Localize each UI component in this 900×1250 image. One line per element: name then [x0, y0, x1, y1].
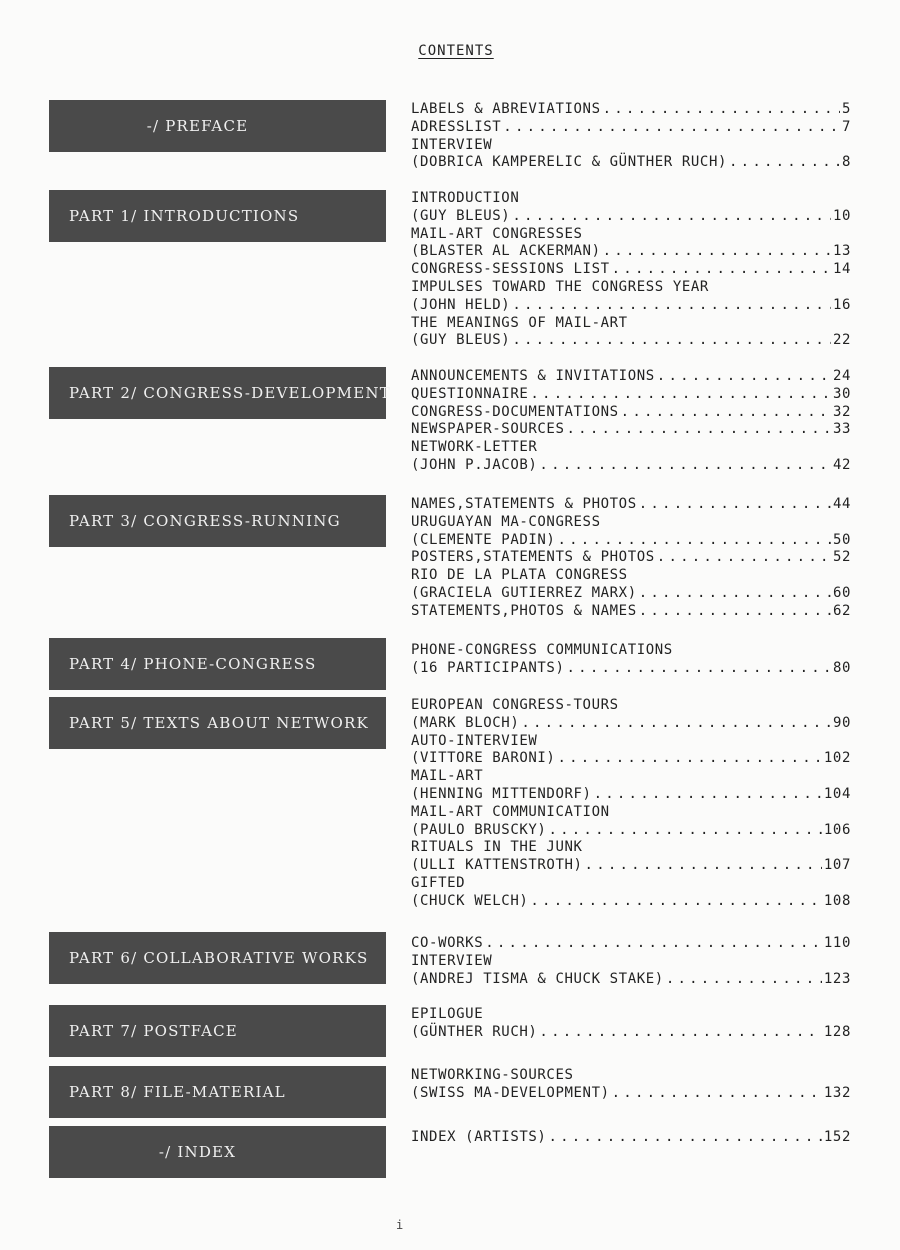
toc-entry: [411, 1129, 851, 1147]
toc-entry-title: (GUY BLEUS): [411, 332, 511, 349]
toc-entry: [411, 190, 851, 208]
dot-leader: [548, 822, 821, 840]
toc-entry: [411, 1024, 851, 1042]
toc-entry-page: 60: [832, 584, 851, 601]
toc-entry: [411, 496, 851, 514]
toc-entry-title: NETWORK-LETTER: [411, 439, 538, 456]
toc-entry-page: 33: [832, 421, 851, 438]
section-entries: [411, 190, 851, 350]
toc-entry-page: 42: [832, 456, 851, 473]
toc-entry: [411, 697, 851, 715]
toc-entry-title: RITUALS IN THE JUNK: [411, 839, 583, 856]
toc-entry: [411, 332, 851, 350]
toc-entry-page: 110: [823, 935, 851, 951]
toc-entry: [411, 532, 851, 550]
toc-entry-title: URUGUAYAN MA-CONGRESS: [411, 513, 601, 530]
toc-entry-page: 16: [832, 296, 851, 313]
section-entries: [411, 496, 851, 621]
toc-entry-title: (GÜNTHER RUCH): [411, 1023, 538, 1040]
toc-entry: [411, 243, 851, 261]
toc-entry: [411, 1067, 851, 1085]
toc-entry: [411, 567, 851, 585]
toc-entry: [411, 261, 851, 279]
toc-entry-page: 123: [823, 970, 851, 987]
toc-entry: [411, 421, 851, 439]
toc-entry: [411, 404, 851, 422]
toc-entry-title: (JOHN HELD): [411, 296, 511, 313]
dot-leader: [539, 1024, 822, 1042]
toc-entry-page: 8: [841, 154, 851, 171]
dot-leader: [530, 386, 831, 404]
page-number-mark: i: [396, 1218, 404, 1232]
toc-entry: [411, 439, 851, 457]
section-entries: [411, 101, 851, 172]
toc-entry: [411, 1085, 851, 1103]
toc-entry-title: PHONE-CONGRESS COMMUNICATIONS: [411, 642, 673, 658]
toc-entry-title: IMPULSES TOWARD THE CONGRESS YEAR: [411, 278, 709, 295]
toc-entry: [411, 893, 851, 911]
toc-entry-title: (16 PARTICIPANTS): [411, 659, 565, 676]
toc-entry-title: AUTO-INTERVIEW: [411, 732, 538, 749]
toc-entry-page: 50: [832, 531, 851, 548]
toc-entry: [411, 101, 851, 119]
toc-entry: [411, 971, 851, 989]
toc-entry-title: QUESTIONNAIRE: [411, 385, 529, 402]
toc-entry: [411, 768, 851, 786]
toc-entry-page: 5: [841, 101, 851, 117]
dot-leader: [657, 368, 831, 386]
toc-entry-page: 10: [832, 207, 851, 224]
toc-entry-title: (CLEMENTE PADIN): [411, 531, 556, 548]
toc-entry-title: INTRODUCTION: [411, 190, 520, 206]
toc-entry-page: 30: [832, 385, 851, 402]
toc-entry: [411, 368, 851, 386]
section-entries: [411, 1006, 851, 1042]
toc-entry: [411, 386, 851, 404]
toc-entry: [411, 603, 851, 621]
toc-entry: [411, 733, 851, 751]
toc-entry-title: (BLASTER AL ACKERMAN): [411, 243, 601, 260]
dot-leader: [485, 935, 822, 953]
toc-entry: [411, 137, 851, 155]
toc-entry-title: MAIL-ART: [411, 768, 484, 785]
toc-entry-title: ANNOUNCEMENTS & INVITATIONS: [411, 368, 655, 384]
toc-entry-title: (DOBRICA KAMPERELIC & GÜNTHER RUCH): [411, 154, 728, 171]
toc-entry-title: (GUY BLEUS): [411, 207, 511, 224]
toc-entry-title: INTERVIEW: [411, 136, 493, 153]
toc-entry: [411, 642, 851, 660]
toc-entry: [411, 857, 851, 875]
toc-entry: [411, 514, 851, 532]
toc-entry-title: NAMES,STATEMENTS & PHOTOS: [411, 496, 637, 512]
toc-entry-page: 102: [823, 750, 851, 767]
toc-entry-page: 132: [823, 1084, 851, 1101]
toc-entry: [411, 208, 851, 226]
page-title: CONTENTS: [418, 43, 494, 59]
section-header: PART 8/ FILE-MATERIAL: [49, 1066, 386, 1118]
section-header: PART 6/ COLLABORATIVE WORKS: [49, 932, 386, 984]
toc-entry-page: 128: [823, 1023, 851, 1040]
dot-leader: [539, 457, 831, 475]
toc-entry-title: CO-WORKS: [411, 935, 484, 951]
section-header: PART 3/ CONGRESS-RUNNING: [49, 495, 386, 547]
toc-entry: [411, 660, 851, 678]
toc-entry-title: ADRESSLIST: [411, 118, 502, 135]
toc-entry: [411, 822, 851, 840]
section-entries: [411, 935, 851, 988]
toc-entry-title: (JOHN P.JACOB): [411, 456, 538, 473]
toc-entry-title: CONGRESS-SESSIONS LIST: [411, 261, 610, 278]
section-header: -/ INDEX: [49, 1126, 386, 1178]
toc-entry-title: (ANDREJ TISMA & CHUCK STAKE): [411, 970, 664, 987]
toc-entry: [411, 154, 851, 172]
toc-entry-title: (MARK BLOCH): [411, 714, 520, 731]
toc-entry-title: (ULLI KATTENSTROTH): [411, 857, 583, 874]
dot-leader: [530, 893, 822, 911]
toc-entry: [411, 279, 851, 297]
dot-leader: [557, 750, 821, 768]
toc-entry: [411, 715, 851, 733]
toc-entry-title: LABELS & ABREVIATIONS: [411, 101, 601, 117]
toc-entry-title: STATEMENTS,PHOTOS & NAMES: [411, 602, 637, 619]
toc-entry: [411, 457, 851, 475]
toc-entry-page: 108: [823, 892, 851, 909]
toc-entry: [411, 839, 851, 857]
toc-entry-page: 90: [832, 714, 851, 731]
toc-entry-title: MAIL-ART COMMUNICATION: [411, 803, 610, 820]
toc-entry: [411, 315, 851, 333]
dot-leader: [521, 715, 831, 733]
toc-entry: [411, 549, 851, 567]
section-header: PART 7/ POSTFACE: [49, 1005, 386, 1057]
dot-leader: [612, 1085, 822, 1103]
dot-leader: [612, 261, 831, 279]
toc-entry-title: INDEX (ARTISTS): [411, 1129, 547, 1145]
dot-leader: [512, 208, 831, 226]
toc-entry-title: INTERVIEW: [411, 952, 493, 969]
toc-entry-title: MAIL-ART CONGRESSES: [411, 225, 583, 242]
section-entries: [411, 1129, 851, 1147]
toc-entry-page: 24: [832, 368, 851, 384]
toc-entry: [411, 875, 851, 893]
toc-entry-title: (HENNING MITTENDORF): [411, 785, 592, 802]
dot-leader: [729, 154, 840, 172]
toc-entry-title: (PAULO BRUSCKY): [411, 821, 547, 838]
section-header: PART 1/ INTRODUCTIONS: [49, 190, 386, 242]
toc-entry: [411, 585, 851, 603]
toc-entry-page: 13: [832, 243, 851, 260]
toc-entry-title: NEWSPAPER-SOURCES: [411, 421, 565, 438]
section-entries: [411, 697, 851, 911]
toc-entry-page: 104: [823, 785, 851, 802]
toc-entry: [411, 786, 851, 804]
toc-entry-page: 107: [823, 857, 851, 874]
toc-entry-page: 7: [841, 118, 851, 135]
toc-entry-page: 44: [832, 496, 851, 512]
dot-leader: [548, 1129, 821, 1147]
toc-entry-title: (GRACIELA GUTIERREZ MARX): [411, 584, 637, 601]
dot-leader: [639, 496, 831, 514]
dot-leader: [621, 404, 831, 422]
dot-leader: [512, 332, 831, 350]
section-header: PART 4/ PHONE-CONGRESS: [49, 638, 386, 690]
section-header: PART 5/ TEXTS ABOUT NETWORK: [49, 697, 386, 749]
toc-entry-title: EPILOGUE: [411, 1006, 484, 1022]
toc-entry-title: RIO DE LA PLATA CONGRESS: [411, 567, 628, 584]
dot-leader: [512, 297, 831, 315]
dot-leader: [567, 421, 831, 439]
toc-entry: [411, 226, 851, 244]
section-entries: [411, 642, 851, 678]
toc-entry-title: (CHUCK WELCH): [411, 892, 529, 909]
section-entries: [411, 368, 851, 475]
toc-entry-title: NETWORKING-SOURCES: [411, 1067, 574, 1083]
toc-entry-page: 152: [823, 1129, 851, 1145]
toc-entry: [411, 953, 851, 971]
toc-entry: [411, 1006, 851, 1024]
toc-entry-page: 52: [832, 549, 851, 566]
section-header: PART 2/ CONGRESS-DEVELOPMENT: [49, 367, 386, 419]
dot-leader: [657, 549, 831, 567]
toc-entry: [411, 750, 851, 768]
toc-entry-page: 80: [832, 659, 851, 676]
dot-leader: [567, 660, 831, 678]
dot-leader: [666, 971, 822, 989]
toc-entry-page: 32: [832, 403, 851, 420]
toc-entry-title: CONGRESS-DOCUMENTATIONS: [411, 403, 619, 420]
dot-leader: [503, 119, 840, 137]
toc-entry-page: 22: [832, 332, 851, 349]
dot-leader: [603, 243, 831, 261]
dot-leader: [585, 857, 822, 875]
toc-entry: [411, 297, 851, 315]
dot-leader: [557, 532, 830, 550]
toc-entry-title: EUROPEAN CONGRESS-TOURS: [411, 697, 619, 713]
toc-entry-title: (VITTORE BARONI): [411, 750, 556, 767]
dot-leader: [603, 101, 840, 119]
toc-entry-title: (SWISS MA-DEVELOPMENT): [411, 1084, 610, 1101]
toc-entry-page: 62: [832, 602, 851, 619]
toc-entry-title: GIFTED: [411, 874, 466, 891]
dot-leader: [639, 585, 831, 603]
toc-entry: [411, 935, 851, 953]
toc-entry-page: 14: [832, 261, 851, 278]
dot-leader: [639, 603, 831, 621]
section-header: -/ PREFACE: [49, 100, 386, 152]
dot-leader: [594, 786, 822, 804]
toc-entry-title: POSTERS,STATEMENTS & PHOTOS: [411, 549, 655, 566]
toc-entry-title: THE MEANINGS OF MAIL-ART: [411, 314, 628, 331]
section-entries: [411, 1067, 851, 1103]
toc-entry: [411, 804, 851, 822]
toc-entry-page: 106: [823, 821, 851, 838]
toc-entry: [411, 119, 851, 137]
